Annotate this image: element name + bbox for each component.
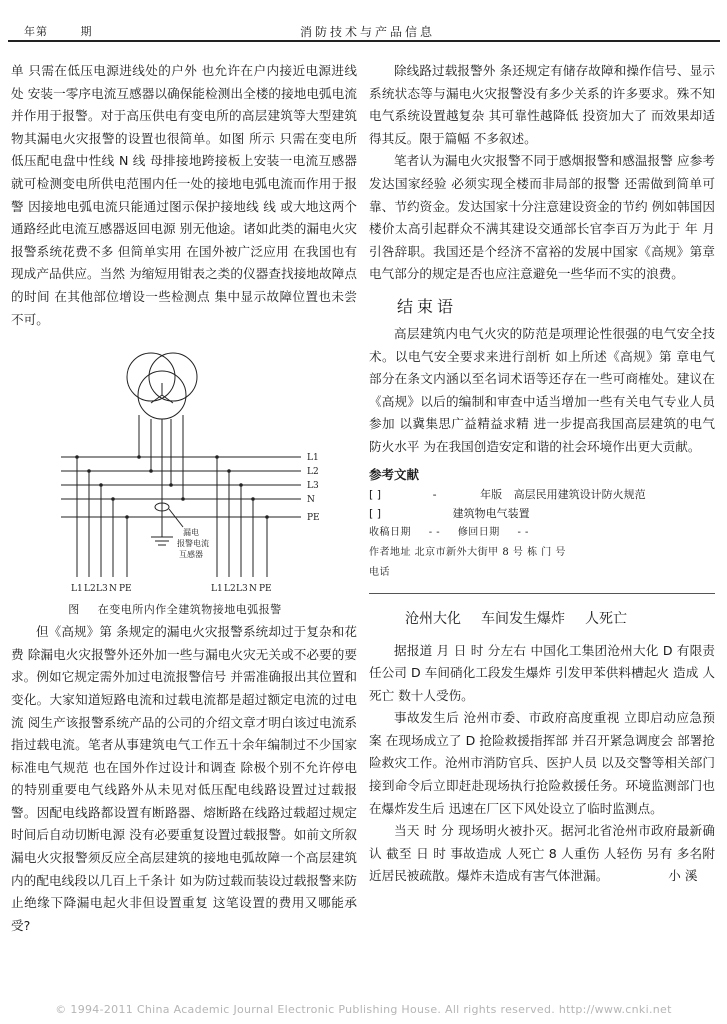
news-paragraph-text: 当天 时 分 现场明火被扑灭。据河北省沧州市政府最新确认 截至 日 时 事故造成 人死亡 8 人重伤 人轻伤 另有 多名附近居民被疏散。爆炸未造成有害气体泄漏。 xyxy=(369,823,715,884)
body-paragraph: 但《高规》第 条规定的漏电火灾报警系统却过于复杂和花费 除漏电火灾报警外还外加一些与漏电火灾无关或不必要的要求。例如它规定需外加过电流报警信号 并需准确报出其位置和变化。大家知道短路电流和过载电流都是超过额定电流的过电流 阅生产该报警系统产品的公司的介绍文章才明白该过电流系指过载电流。笔者从事建筑电气工作五十余年编制过不少国家标准电气规范 也在国外作过设计和调查 除极个别不允许停电的特别重要电气线路外从未见对低压配电线路设置过过载报警。因配电线路都设置有断路器、熔断路在线路过载超过规定时间后自动切断电源 没有必要重复设置过载报警。如前文所叙 漏电火灾报警须反应全高层建筑的接地电弧故障一个高层建筑内的配电线段以几百上千条计 如为防过载而装设过载报警来防止绝缘下降漏电起火非但设置重复 这笔设置的费用又哪能承受? xyxy=(11,624,357,933)
body-paragraph: 单 只需在低压电源进线处的户外 也允许在户内接近电源进线处 安装一零序电流互感器以确保能检测出全楼的接地电弧电流 并作用于报警。对于高压供电有变电所的高层建筑等大型建筑物其漏电火灾报警的设置也很简单。如图 所示 只需在变电所低压配电盘中性线 N 线 母排接地跨接板上安装一电流互感器就可检测变电所供电范围内任一处的接地电弧电流而作用于报警 因接地电弧电流只能通过图示保护接地线 线 或大地这两个通路经此电流互感器返回电源 别无他途。诸如此类的漏电火灾报警系统花费不多 但简单实用 在国外被广泛应用 在我国也有现成产品供应。当然 为缩短用钳表之类的仪器查找接地故障点的时间 在其他部位增设一些检测点 集中显示故障位置也未尝不可。 xyxy=(11,63,357,327)
reference-marker: [ ] xyxy=(369,487,382,501)
branch-label: L1 xyxy=(71,584,83,595)
body-paragraph: 除线路过载报警外 条还规定有储存故障和操作信号、显示系统状态等与漏电火灾报警没有多少关系的许多要求。殊不知电气系统设置越复杂 其可靠性越降低 投资加大了 而效果却适得其反。限于篇幅 不多叙述。 xyxy=(369,63,715,146)
sensor-label: 漏电 xyxy=(183,528,199,538)
reference-year: 年版 xyxy=(480,487,503,501)
branch-label: L3 xyxy=(236,584,248,595)
reference-marker: [ ] xyxy=(369,506,382,520)
figure-caption-text: 在变电所内作全建筑物接地电弧报警 xyxy=(97,603,282,617)
news-title xyxy=(405,608,715,628)
body-paragraph: 笔者认为漏电火灾报警不同于感烟报警和感温报警 应参考发达国家经验 必须实现全楼而非局部的报警 还需做到简单可靠、节约资金。发达国家十分注意建设资金的节约 例如韩国因楼价太高引起群众不满其建设交通部长官李百万为此于 年 月引咎辞职。我国还是个经济不富裕的发展中国家《高规》第章电气部分的规定是否也应注意避免一些华而不实的浪费。 xyxy=(369,153,715,282)
line-label: L3 xyxy=(307,481,319,492)
news-title-part: 沧州大化 xyxy=(405,610,461,627)
line-label: L2 xyxy=(307,467,319,478)
reference-item xyxy=(369,504,715,523)
line-label: N xyxy=(307,495,315,506)
branch-label: PE xyxy=(119,584,132,595)
line-label: L1 xyxy=(307,453,319,464)
reference-dash: - xyxy=(432,487,437,501)
body-paragraph: 高层建筑内电气火灾的防范是项理论性很强的电气安全技术。以电气安全要求来进行剖析 如上所述《高规》第 章电气部分在条文内涵以至名词术语等还存在一些可商榷处。建议在《高规》以后的编制和审查中适当增加一些有关电气专业人员参加 以冀集思广益精益求精 进一步提高我国高层建筑的电气防火水平 为在我国创造安定和谐的社会环境作出更大贡献。 xyxy=(369,325,715,454)
branch-label: L2 xyxy=(224,584,236,595)
diagram-svg xyxy=(11,337,357,597)
news-byline: 小 溪 xyxy=(668,868,698,884)
section-heading: 结束语 xyxy=(397,296,458,316)
branch-label: L3 xyxy=(96,584,108,595)
right-column xyxy=(369,60,715,888)
transformer-winding-left xyxy=(127,353,175,401)
author-phone: 电话 xyxy=(369,566,390,578)
transformer-winding-right xyxy=(149,353,197,401)
branch-label: N xyxy=(109,584,117,595)
sensor-label: 报警电流 xyxy=(177,539,209,549)
journal-title: 消防技术与产品信息 xyxy=(300,25,436,39)
received-sep: - - xyxy=(428,526,441,538)
news-title-part: 人死亡 xyxy=(585,610,627,627)
issue-info xyxy=(24,23,121,39)
copyright-footer: © 1994-2011 China Academic Journal Electronic Publishing House. All rights reserved. http://www.cnki.net xyxy=(55,1003,672,1016)
reference-title: 建筑物电气装置 xyxy=(452,506,530,520)
wiring-diagram xyxy=(11,337,357,597)
line-label: PE xyxy=(307,513,320,524)
revised-label: 修回日期 xyxy=(457,526,500,538)
received-label: 收稿日期 xyxy=(369,526,411,538)
news-paragraph: 事故发生后 沧州市委、市政府高度重视 立即启动应急预案 在现场成立了 D 抢险救援指挥部 并召开紧急调度会 部署抢险救灾工作。沧州市消防官兵、医护人员 以及交警等相关部门接到命令后立即赶赴现场执行抢险救援任务。环境监测部门也在爆炸发生后 迅速在厂区下风处设立了临时监测点。 xyxy=(369,710,715,816)
branch-label: N xyxy=(249,584,257,595)
reference-item xyxy=(369,485,715,504)
issue-label: 期 xyxy=(80,25,93,38)
branch-label: PE xyxy=(259,584,272,595)
figure-caption xyxy=(11,601,357,617)
news-divider xyxy=(369,593,715,594)
sensor-label: 互感器 xyxy=(179,550,203,560)
branch-label: L2 xyxy=(84,584,96,595)
news-paragraph: 据报道 月 日 时 分左右 中国化工集团沧州大化 D 有限责任公司 D 车间硝化工段发生爆炸 引发甲苯供料槽起火 造成 人死亡 数十人受伤。 xyxy=(369,642,715,703)
reference-title: 高层民用建筑设计防火规范 xyxy=(513,487,646,501)
year-label: 年第 xyxy=(24,25,48,38)
header-rule xyxy=(8,40,720,42)
branch-label: L1 xyxy=(211,584,223,595)
left-column xyxy=(11,60,357,937)
author-address: 作者地址 北京市新外大街甲 8 号 栋 门 号 xyxy=(369,546,566,558)
news-title-part: 车间发生爆炸 xyxy=(481,610,565,627)
news-paragraph xyxy=(369,820,715,888)
received-dates xyxy=(369,523,715,543)
figure-number: 图 xyxy=(68,603,80,617)
page-header xyxy=(0,0,727,44)
revised-sep: - - xyxy=(517,526,529,538)
references-heading: 参考文献 xyxy=(369,466,420,482)
